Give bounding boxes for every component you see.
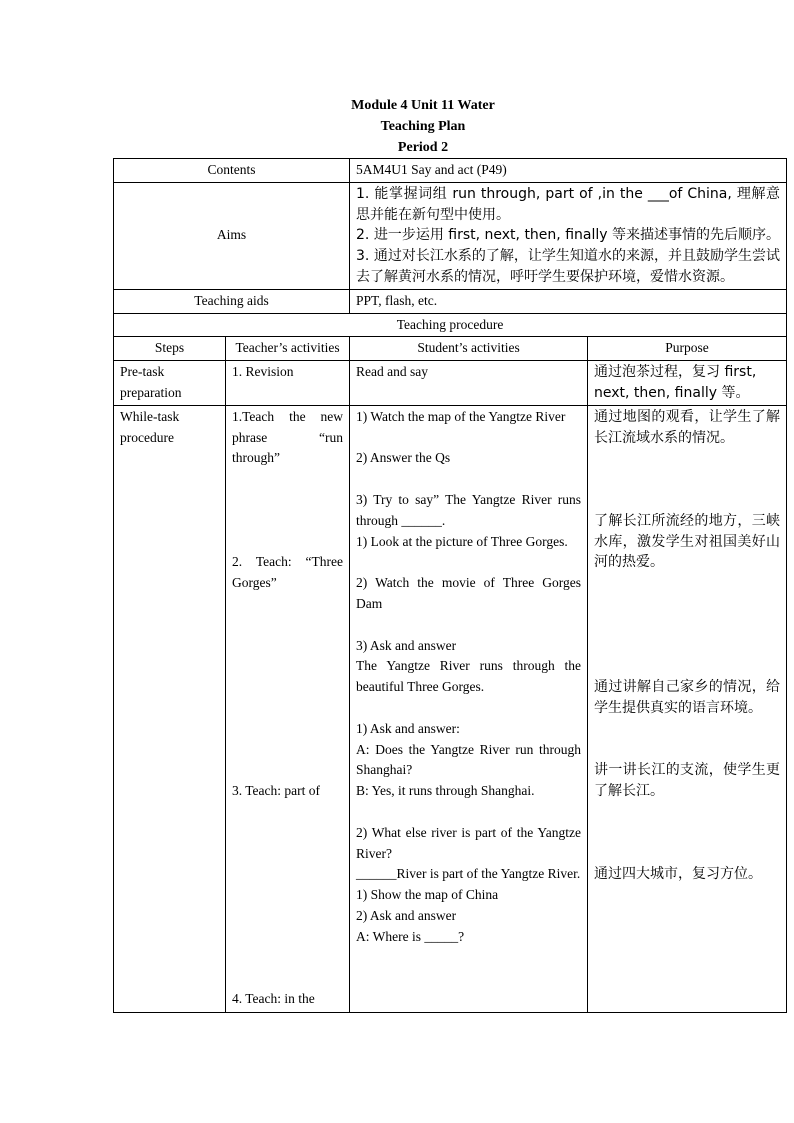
aims-list <box>350 182 787 289</box>
purpose-text: 通过地图的观看，让学生了解长江流域水系的情况。 <box>594 408 781 446</box>
teaching-plan-table <box>113 158 787 1013</box>
student-activity: 1) Ask and answer: <box>356 720 460 736</box>
student-activity: A: Does the Yangtze River run through Shanghai? <box>356 741 582 778</box>
col-header-purpose: Purpose <box>588 337 787 361</box>
doc-title: Module 4 Unit 11 Water <box>351 98 495 113</box>
teacher-activity: 4. Teach: in the <box>232 991 315 1007</box>
student-activity: The Yangtze River runs through the beautiful Three Gorges. <box>356 658 582 695</box>
purpose-text: 通过讲解自己家乡的情况，给学生提供真实的语言环境。 <box>594 679 781 716</box>
contents-row <box>114 159 787 183</box>
col-header-steps: Steps <box>114 337 226 361</box>
pre-task-row <box>114 361 787 406</box>
student-activity: Read and say <box>350 361 588 406</box>
teacher-activity: 2. Teach: “Three Gorges” <box>232 554 344 591</box>
teacher-activity: 1.Teach the new phrase “run through” <box>232 408 344 466</box>
teacher-activities <box>226 405 350 1012</box>
aim-item: 3. 通过对长江水系的了解，让学生知道水的来源，并且鼓励学生尝试去了解黄河水系的情况，呼吁学生要保护环境，爱惜水资源。 <box>356 248 781 285</box>
doc-period: Period 2 <box>397 140 449 155</box>
column-header-row <box>114 337 787 361</box>
while-task-row <box>114 405 787 1012</box>
procedure-title-row <box>114 313 787 337</box>
col-header-student: Student’s activities <box>350 337 588 361</box>
aims-label: Aims <box>114 182 350 289</box>
purpose-text: 讲一讲长江的支流，使学生更了解长江。 <box>594 762 781 800</box>
purpose-list <box>588 405 787 1012</box>
student-activity: 1) Watch the map of the Yangtze River <box>356 408 566 424</box>
student-activity: 2) Ask and answer <box>356 907 457 923</box>
student-activity: 3) Try to say” The Yangtze River runs through ______. <box>356 491 582 528</box>
student-activity: A: Where is _____? <box>356 928 465 944</box>
procedure-title: Teaching procedure <box>114 313 787 337</box>
teacher-activity: 1. Revision <box>226 361 350 406</box>
purpose-text: 了解长江所流经的地方，三峡水库，激发学生对祖国美好山河的热爱。 <box>594 512 781 571</box>
student-activity: 2) Watch the movie of Three Gorges Dam <box>356 575 582 611</box>
student-activity: 2) Answer the Qs <box>356 450 451 466</box>
contents-value: 5AM4U1 Say and act (P49) <box>350 159 787 183</box>
student-activity: 1) Show the map of China <box>356 887 499 903</box>
col-header-teacher: Teacher’s activities <box>226 337 350 361</box>
aim-item: 2. 进一步运用 first, next, then, finally 等来描述事情的先后顺序。 <box>356 227 780 244</box>
aids-value: PPT, flash, etc. <box>350 289 787 313</box>
student-activity: B: Yes, it runs through Shanghai. <box>356 783 535 799</box>
purpose-text: 通过四大城市，复习方位。 <box>594 866 763 883</box>
teacher-activity: 3. Teach: part of <box>232 783 321 799</box>
aids-label: Teaching aids <box>114 289 350 313</box>
aims-row <box>114 182 787 289</box>
student-activity: 1) Look at the picture of Three Gorges. <box>356 533 568 549</box>
step-while-task: While-task procedure <box>114 405 226 1012</box>
step-pre-task: Pre-task preparation <box>114 361 226 406</box>
student-activities <box>350 405 588 1012</box>
student-activity: 3) Ask and answer <box>356 637 457 653</box>
aim-item: 1. 能掌握词组 run through, part of ,in the ___of China, 理解意思并能在新句型中使用。 <box>356 185 781 223</box>
aids-row <box>114 289 787 313</box>
contents-label: Contents <box>114 159 350 183</box>
doc-subtitle: Teaching Plan <box>380 119 466 134</box>
purpose-text: 通过泡茶过程，复习 first, next, then, finally 等。 <box>588 361 787 406</box>
student-activity: 2) What else river is part of the Yangtze River? <box>356 824 582 861</box>
student-activity: ______River is part of the Yangtze River. <box>356 866 581 882</box>
